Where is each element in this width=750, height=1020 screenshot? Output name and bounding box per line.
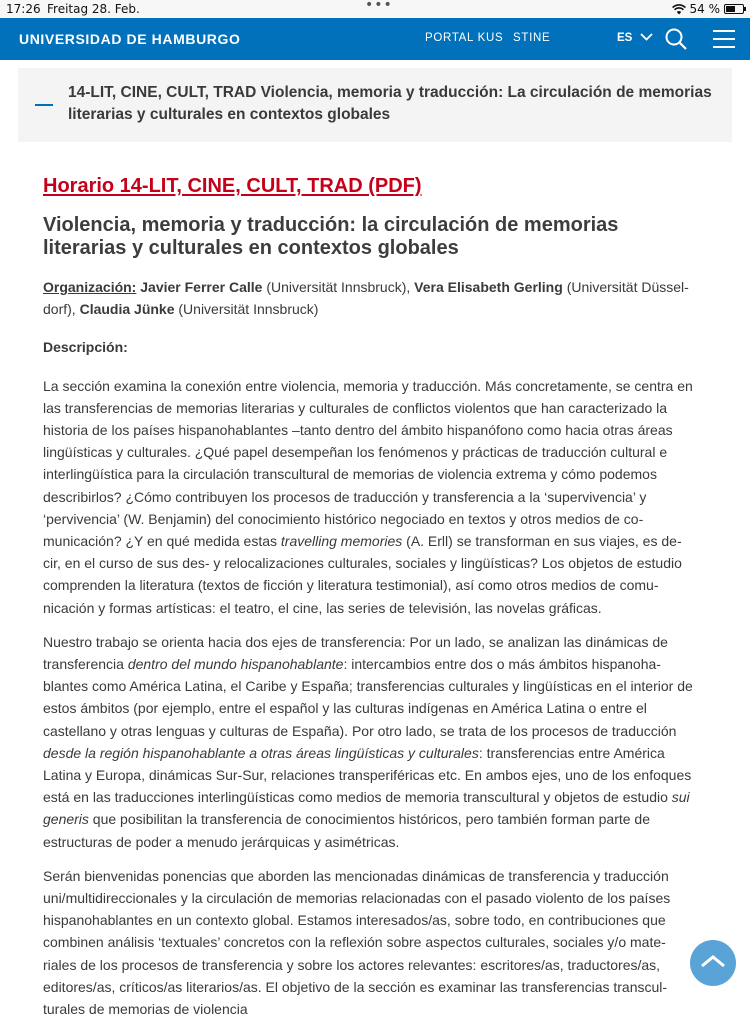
- italic-term: travelling memories: [280, 533, 403, 550]
- italic-term: sui generis: [43, 789, 690, 828]
- organizer-name: Vera Elisabeth Gerling: [414, 279, 563, 295]
- status-date: Freitag 28. Feb.: [47, 2, 140, 16]
- status-time: 17:26: [6, 2, 41, 16]
- status-bar: [0, 0, 750, 18]
- chevron-up-icon: [699, 954, 727, 972]
- text-run: La sección examina la conexión entre violencia, memoria y traducción. Más concretamente, se centra en las transferencias de memorias literarias y culturales de conflictos violentos que han caracterizado la historia de los países hispanohablantes –tanto dentro del ámbito hispanófono como hacia otras áreas lingüísticas y culturales. ¿Qué papel desempeñan los fenómenos y prácticas de traducción cultural e interlingüística para la circulación transcultural de memorias de violencia extrema y cómo podemos describirlos? ¿Cómo contribuyen los procesos de traducción y transferencia a la ‘supervivencia’ y ‘pervivencia’ (W. Benjamin) del conocimiento histórico negociado en textos y otros medios de comunicación? ¿Y en qué medida estas: [43, 377, 693, 550]
- organizer-affiliation: (Universität Innsbruck),: [266, 279, 415, 295]
- multitasking-dots-icon[interactable]: •••: [365, 0, 393, 13]
- section-heading: Violencia, memoria y traducción: la circulación de memorias literarias y culturales en contextos globales: [43, 214, 619, 259]
- collapse-dash-icon[interactable]: [35, 104, 53, 106]
- battery-level: [726, 6, 735, 12]
- organizer-name: Javier Ferrer Calle: [140, 279, 263, 295]
- chevron-down-icon[interactable]: [640, 32, 653, 42]
- organizer-affiliation: (Universität Düsseldorf),: [43, 279, 689, 318]
- search-icon[interactable]: [664, 27, 688, 51]
- hamburger-menu-icon[interactable]: [713, 29, 735, 49]
- organization-paragraph: [43, 276, 693, 320]
- organizer-affiliation: (Universität Innsbruck): [178, 301, 319, 318]
- organizer-name: Claudia Jünke: [79, 301, 175, 318]
- text-run: : intercambios entre dos o más ámbitos hispanohablantes como América Latina, el Caribe y España; transferencias culturales y lingüísticas en el interior de estos ámbitos (por ejemplo, entre el español y las culturas indígenas en América Latina o entre el castellano y otras lenguas y culturas de España). Por otro lado, se trata de los procesos de traducción: [43, 656, 693, 739]
- schedule-pdf-link[interactable]: Horario 14-LIT, CINE, CULT, TRAD (PDF): [43, 175, 422, 197]
- description-label: Descripción:: [43, 339, 128, 356]
- site-header: [0, 18, 750, 60]
- university-logo[interactable]: UNIVERSIDAD DE HAMBURGO: [19, 31, 241, 47]
- text-run: Serán bienvenidas ponencias que aborden las mencionadas dinámicas de transferencia y traducción uni/multidireccionales y la circulación de memorias relacionadas con el pasado violento de los países hispanohablantes en un contexto global. Estamos interesados/as, sobre todo, en contribuciones que combinen análisis ‘textuales’ concretos con la reflexión sobre aspectos culturales, sociales y/o materiales de los procesos de transferencia y sobre los actores relevantes: escritores/as, traductores/as, editores/as, críticos/as literarios/as. El objetivo de la sección es examinar las transferencias transculturales de memorias de violencia: [43, 867, 671, 1018]
- scroll-to-top-button[interactable]: [690, 940, 736, 986]
- organization-label: Organización:: [43, 279, 137, 295]
- text-run: que posibilitan la transferencia de conocimientos históricos, pero también forman parte de estructuras de poder a menudo jerárquicas y asimétricas.: [43, 811, 651, 850]
- accordion-title: 14-LIT, CINE, CULT, TRAD Violencia, memoria y traducción: La circulación de memorias literarias y culturales en contextos globales: [68, 84, 712, 123]
- nav-portal-kus[interactable]: PORTAL KUS: [425, 32, 504, 44]
- accordion-title-box[interactable]: [18, 68, 732, 142]
- language-selector[interactable]: ES: [617, 32, 633, 44]
- main-content: [43, 172, 693, 1020]
- battery-icon: [724, 4, 744, 14]
- battery-percent: 54 %: [689, 2, 720, 16]
- italic-term: desde la región hispanohablante a otras áreas lingüísticas y culturales: [43, 744, 479, 761]
- status-right: [672, 2, 745, 16]
- description-paragraph-3: [43, 865, 693, 1020]
- wifi-icon: [672, 4, 686, 15]
- nav-stine[interactable]: STINE: [513, 32, 551, 44]
- text-run: : transferencias entre América Latina y Europa, dinámicas Sur-Sur, relaciones transperiféricas etc. En ambos ejes, uno de los enfoques está en las traducciones interlingüísticas como medios de memoria transcultural y objetos de estudio: [43, 744, 692, 806]
- description-paragraph-2: [43, 631, 693, 853]
- text-run: (A. Erll) se transforman en sus viajes, es decir, en el curso de sus des- y relocalizaciones culturales, sociales y lingüísticas? Los objetos de estudio comprenden la literatura (textos de ficción y literatura testimonial), así como otros medios de comunicación y formas artísticas: el teatro, el cine, las series de televisión, las novelas gráficas.: [43, 533, 682, 616]
- description-paragraph-1: [43, 375, 693, 619]
- italic-term: dentro del mundo hispanohablante: [127, 656, 344, 673]
- text-run: Nuestro trabajo se orienta hacia dos ejes de transferencia: Por un lado, se analizan las dinámicas de transferencia: [43, 633, 668, 673]
